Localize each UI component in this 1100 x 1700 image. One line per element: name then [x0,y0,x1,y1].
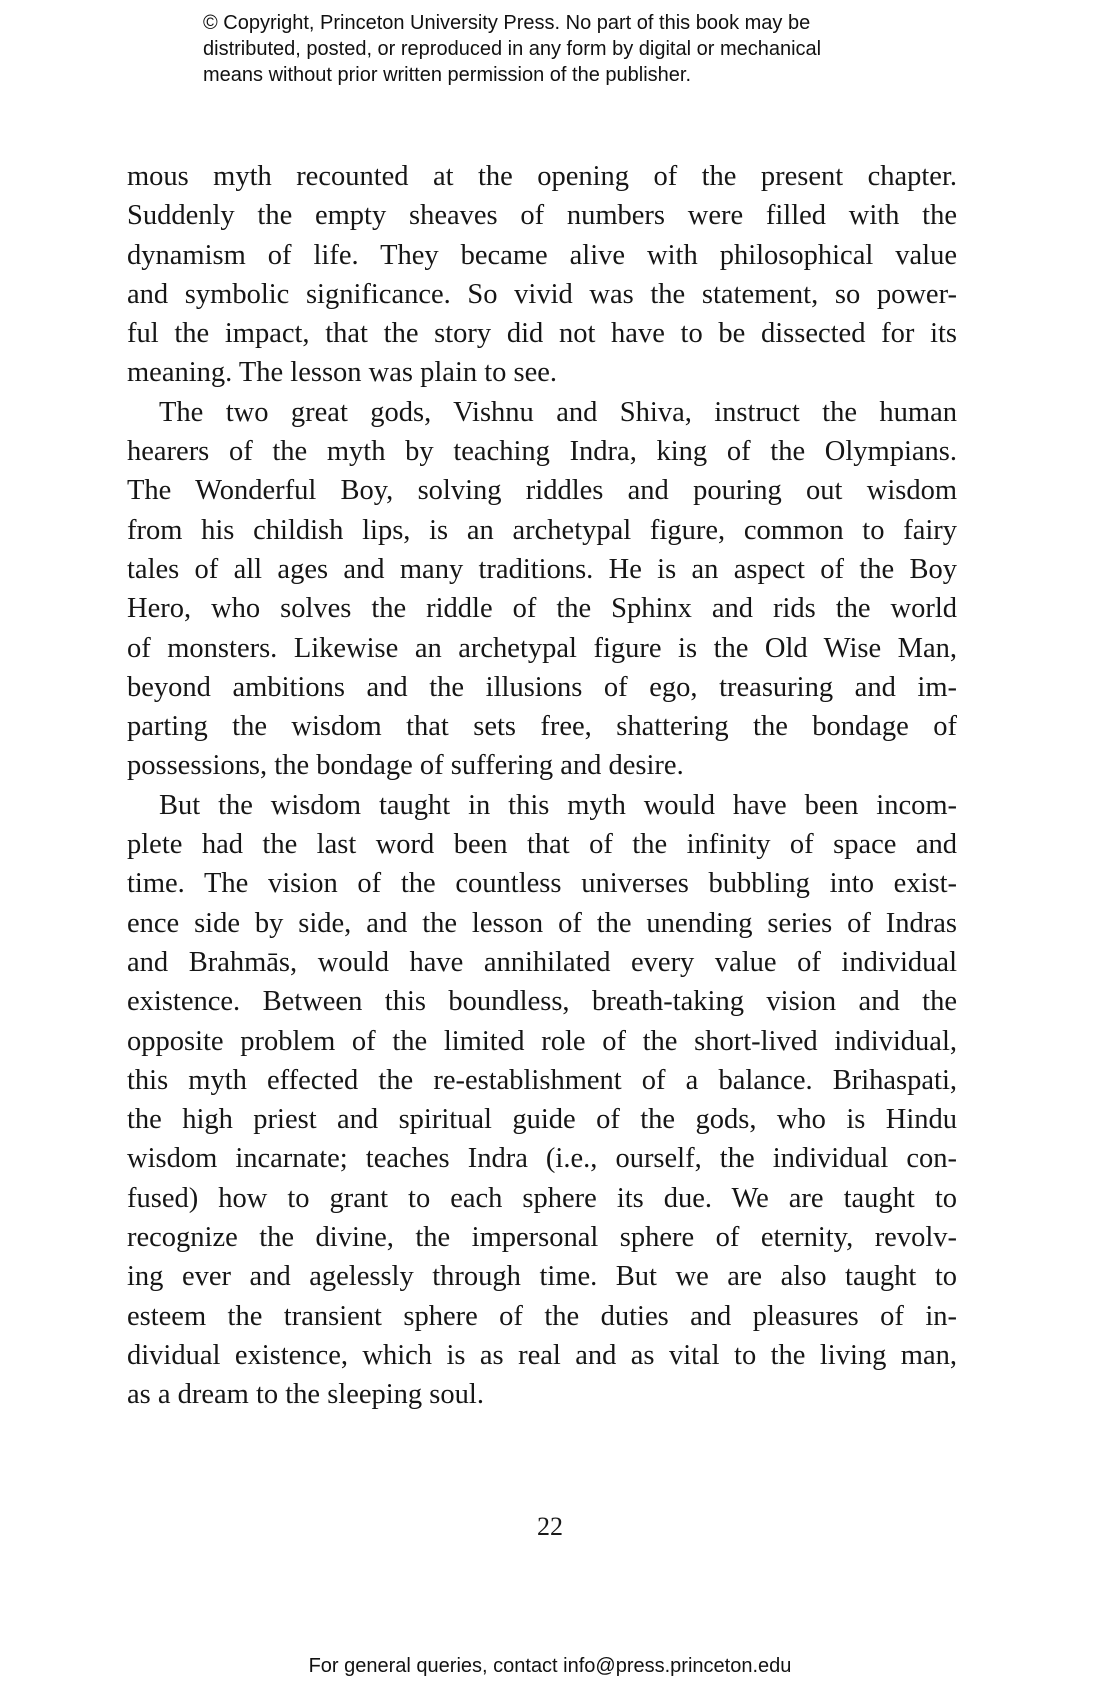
text-line: ing ever and agelessly through time. But we are also taught to [127,1261,957,1293]
text-line: plete had the last word been that of the infinity of space and [127,829,957,861]
text-line: parting the wisdom that sets free, shattering the bondage of [127,711,957,743]
text-line: this myth effected the re-establishment of a balance. Brihaspati, [127,1064,957,1096]
text-line: possessions, the bondage of suffering and desire. [127,750,684,782]
text-line: wisdom incarnate; teaches Indra (i.e., ourself, the individual con- [127,1143,957,1175]
text-line: mous myth recounted at the opening of the present chapter. [127,161,957,192]
text-line: The two great gods, Vishnu and Shiva, instruct the human [159,396,957,428]
text-line: existence. Between this boundless, breath-taking vision and the [127,986,957,1018]
text-line: the high priest and spiritual guide of the gods, who is Hindu [127,1104,957,1136]
footer-contact: For general queries, contact info@press.princeton.edu [308,1655,792,1677]
text-line: dividual existence, which is as real and as vital to the living man, [127,1339,957,1371]
text-line: time. The vision of the countless universes bubbling into exist- [127,868,957,900]
text-line: Suddenly the empty sheaves of numbers were filled with the [127,200,957,232]
text-line: as a dream to the sleeping soul. [127,1379,484,1411]
text-line: ful the impact, that the story did not have to be dissected for its [127,318,957,350]
page-number: 22 [537,1512,563,1541]
text-line: tales of all ages and many traditions. He is an aspect of the Boy [127,553,957,585]
text-line: opposite problem of the limited role of the short-lived individual, [127,1025,957,1057]
copyright-line: distributed, posted, or reproduced in any form by digital or mechanical [203,38,822,60]
text-line: The Wonderful Boy, solving riddles and pouring out wisdom [127,475,957,507]
text-line: and symbolic significance. So vivid was the statement, so power- [127,278,957,310]
text-line: fused) how to grant to each sphere its due. We are taught to [127,1182,957,1214]
text-line: esteem the transient sphere of the duties and pleasures of in- [127,1300,957,1332]
text-line: recognize the divine, the impersonal sphere of eternity, revolv- [127,1222,957,1254]
text-line: and Brahmās, would have annihilated every value of individual [127,946,957,978]
text-line: meaning. The lesson was plain to see. [127,357,558,389]
copyright-notice [203,10,923,88]
body-text [127,157,957,1415]
text-line: dynamism of life. They became alive with philosophical value [127,239,957,271]
text-line: But the wisdom taught in this myth would have been incom- [159,789,957,821]
text-line: of monsters. Likewise an archetypal figure is the Old Wise Man, [127,632,957,664]
text-line: ence side by side, and the lesson of the unending series of Indras [127,907,957,939]
copyright-line: means without prior written permission of the publisher. [203,64,692,86]
text-line: hearers of the myth by teaching Indra, king of the Olympians. [127,436,957,468]
text-line: beyond ambitions and the illusions of ego, treasuring and im- [127,671,957,703]
text-line: Hero, who solves the riddle of the Sphinx and rids the world [127,593,957,625]
text-line: from his childish lips, is an archetypal figure, common to fairy [127,514,957,546]
copyright-line: © Copyright, Princeton University Press. No part of this book may be [203,12,811,34]
